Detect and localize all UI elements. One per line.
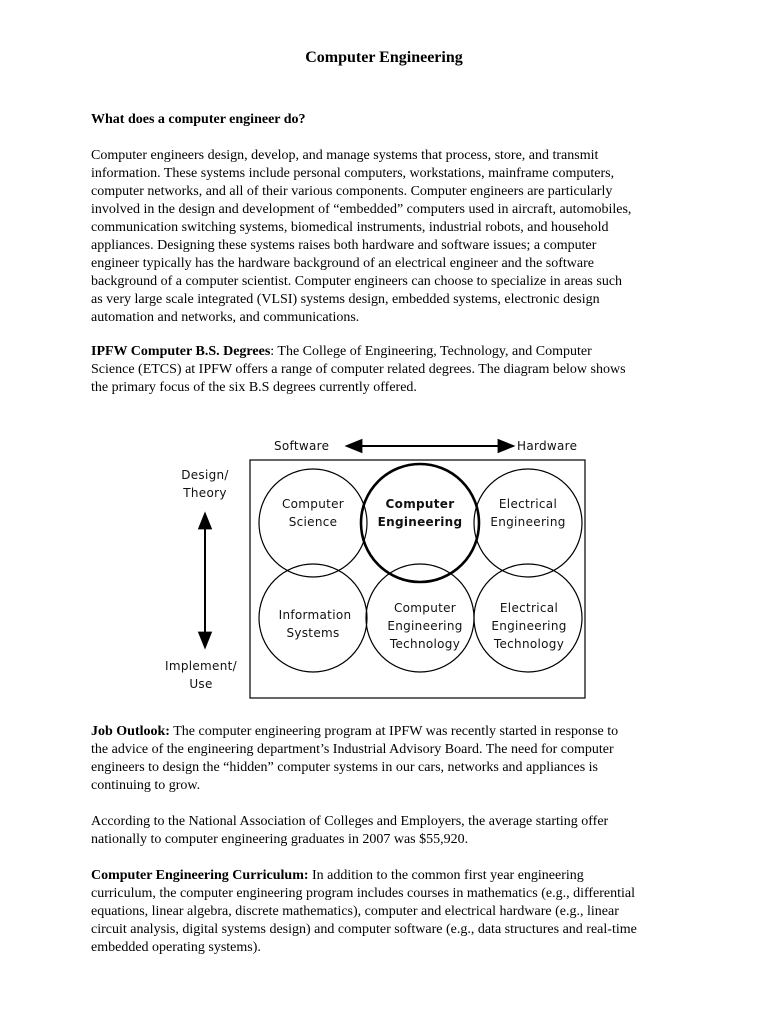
paragraph-line: background of a computer scientist. Computer engineers can choose to specialize in areas such [91,274,623,289]
circle-computer-engineering-technology [366,564,474,672]
circle-electrical-engineering-technology [474,564,582,672]
ee-label-line2: Engineering [490,515,566,529]
is-label-line2: Systems [286,626,340,640]
paragraph-line: embedded operating systems). [91,940,261,955]
degrees-lead: IPFW Computer B.S. Degrees [91,344,271,359]
cs-label-line1: Computer [281,497,345,511]
eet-label-line1: Electrical [499,601,559,615]
venn-diagram-svg [150,428,600,708]
hardware-label: Hardware [517,439,578,453]
paragraph-line [91,723,691,741]
paragraph-line: computer networks, and all of their various components. Computer engineers are particularly [91,184,613,199]
paragraph-line: equations, linear algebra, discrete mathematics), computer and electrical hardware (e.g., linear [91,904,619,919]
paragraph-line: Science (ETCS) at IPFW offers a range of computer related degrees. The diagram below shows [91,362,626,377]
salary-paragraph [91,813,691,849]
use-label: Use [189,677,213,691]
paragraph-line [91,867,691,885]
degrees-paragraph [91,343,691,397]
job-outlook-paragraph [91,723,691,795]
cet-label-line2: Engineering [387,619,463,633]
paragraph-line: information. These systems include personal computers, workstations, mainframe computers, [91,166,615,181]
cet-label-line3: Technology [389,637,461,651]
paragraph-line: automation and networks, and communications. [91,310,360,325]
software-label: Software [274,439,330,453]
paragraph-line: engineers to design the “hidden” computer systems in our cars, networks and appliances is [91,760,598,775]
diagram-frame [250,460,585,698]
paragraph-line: appliances. Designing these systems raises both hardware and software issues; a computer [91,238,597,253]
paragraph-line: circuit analysis, digital systems design) and computer software (e.g., data structures and real-time [91,922,637,937]
paragraph-line: the advice of the engineering department’s Industrial Advisory Board. The need for computer [91,742,614,757]
is-label-line1: Information [278,608,352,622]
ce-label-line1: Computer [385,497,455,511]
cs-label-line2: Science [288,515,338,529]
degrees-diagram [150,428,600,708]
paragraph-line: the primary focus of the six B.S degrees currently offered. [91,380,417,395]
paragraph-line: as very large scale integrated (VLSI) systems design, embedded systems, electronic design [91,292,600,307]
degrees-line1: : The College of Engineering, Technology, and Computer [270,344,592,359]
paragraph-line [91,343,691,361]
theory-label: Theory [183,486,227,500]
paragraph-line: curriculum, the computer engineering program includes courses in mathematics (e.g., differential [91,886,635,901]
job-outlook-line1: The computer engineering program at IPFW was recently started in response to [169,724,619,739]
ee-label-line1: Electrical [498,497,558,511]
curriculum-lead: Computer Engineering Curriculum: [91,868,309,883]
job-outlook-lead: Job Outlook: [91,724,170,739]
eet-label-line2: Engineering [491,619,567,633]
curriculum-paragraph [91,867,691,957]
paragraph-line: continuing to grow. [91,778,201,793]
section-heading-what-does: What does a computer engineer do? [91,112,306,127]
paragraph-line: nationally to computer engineering graduates in 2007 was $55,920. [91,832,469,847]
page-title: Computer Engineering [305,49,463,66]
intro-paragraph [91,147,691,327]
design-label: Design/ [181,468,229,482]
paragraph-line: communication switching systems, biomedical instruments, industrial robots, and household [91,220,609,235]
eet-label-line3: Technology [493,637,565,651]
paragraph-line: Computer engineers design, develop, and manage systems that process, store, and transmit [91,148,599,163]
paragraph-line: According to the National Association of Colleges and Employers, the average starting offer [91,814,609,829]
ce-label-line2: Engineering [377,515,463,529]
paragraph-line: engineer typically has the hardware background of an electrical engineer and the software [91,256,594,271]
cet-label-line1: Computer [393,601,457,615]
implement-label: Implement/ [165,659,237,673]
paragraph-line: involved in the design and development of “embedded” computers used in aircraft, automobiles, [91,202,632,217]
curriculum-line1: In addition to the common first year engineering [308,868,584,883]
